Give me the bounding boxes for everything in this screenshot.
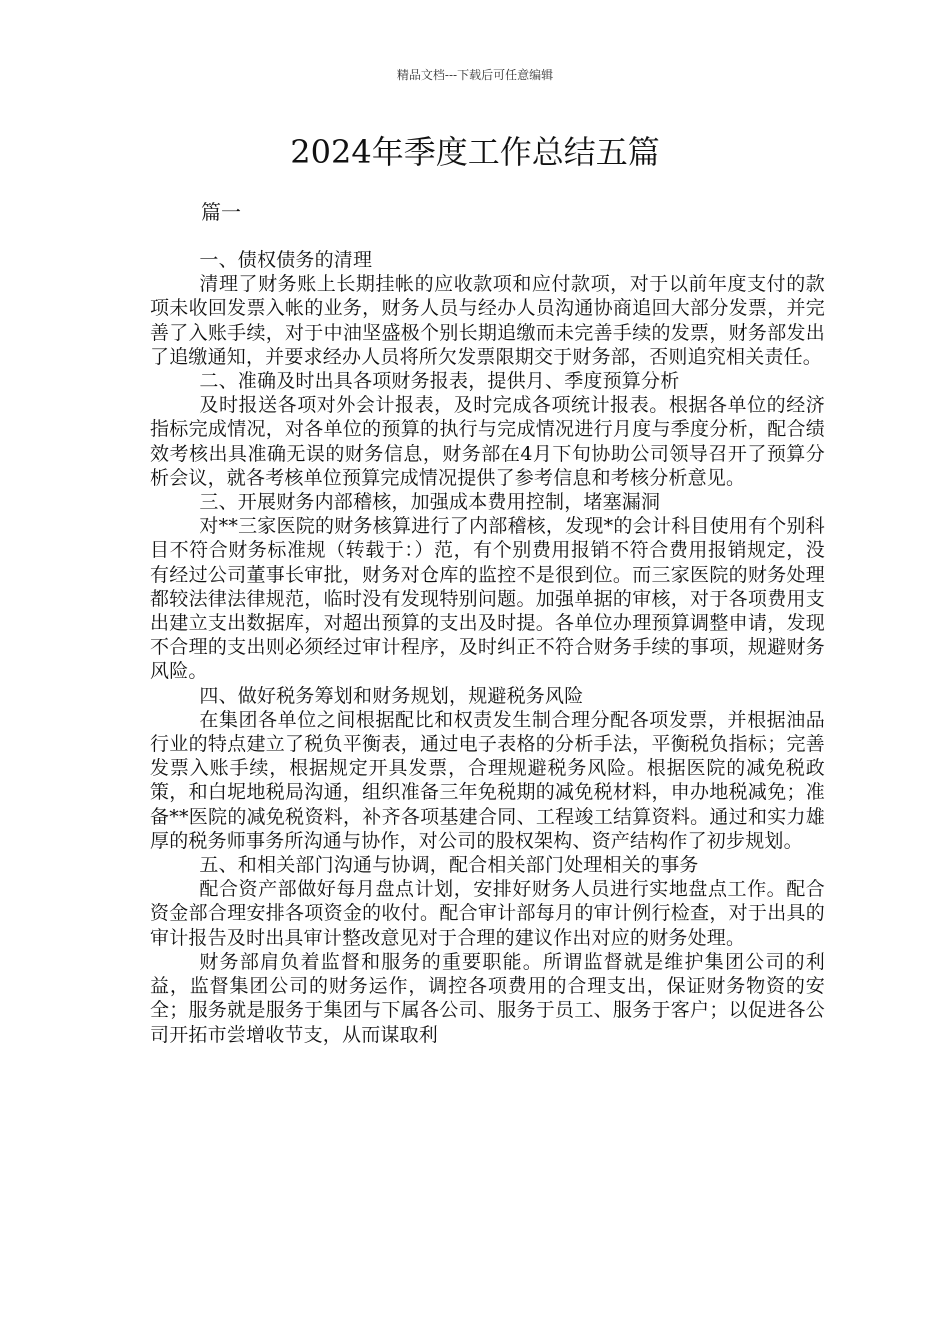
document-body	[150, 248, 825, 1047]
paragraph: 及时报送各项对外会计报表，及时完成各项统计报表。根据各单位的经济指标完成情况，对各单位的预算的执行与完成情况进行月度与季度分析，配合绩效考核出具准确无误的财务信息，财务部在4月下旬协助公司领导召开了预算分析会议，就各考核单位预算完成情况提供了参考信息和考核分析意见。	[150, 394, 825, 489]
section-label: 篇一	[201, 200, 241, 224]
paragraph: 清理了财务账上长期挂帐的应收款项和应付款项，对于以前年度支付的款项未收回发票入帐的业务，财务人员与经办人员沟通协商追回大部分发票，并完善了入账手续，对于中油坚盛极个别长期追缴而未完善手续的发票，财务部发出了追缴通知，并要求经办人员将所欠发票限期交于财务部，否则追究相关责任。	[150, 273, 825, 368]
document-title: 2024年季度工作总结五篇	[290, 133, 660, 171]
paragraph: 四、做好税务筹划和财务规划，规避税务风险	[199, 684, 584, 707]
paragraph: 一、债权债务的清理	[199, 249, 373, 271]
paragraph: 二、准确及时出具各项财务报表，提供月、季度预算分析	[199, 370, 680, 393]
paragraph: 三、开展财务内部稽核，加强成本费用控制，堵塞漏洞	[199, 491, 661, 514]
paragraph: 配合资产部做好每月盘点计划，安排好财务人员进行实地盘点工作。配合资金部合理安排各项资金的收付。配合审计部每月的审计例行检查，对于出具的审计报告及时出具审计整改意见对于合理的建议作出对应的财务处理。	[150, 878, 825, 949]
paragraph: 在集团各单位之间根据配比和权责发生制合理分配各项发票，并根据油品行业的特点建立了税负平衡表，通过电子表格的分析手法，平衡税负指标；完善发票入账手续，根据规定开具发票，合理规避税务风险。根据医院的减免税政策，和白坭地税局沟通，组织准备三年免税期的减免税材料，申办地税减免；准备**医院的减免税资料，补齐各项基建合同、工程竣工结算资料。通过和实力雄厚的税务师事务所沟通与协作，对公司的股权架构、资产结构作了初步规划。	[150, 708, 825, 852]
paragraph: 五、和相关部门沟通与协调，配合相关部门处理相关的事务	[199, 854, 699, 877]
paragraph: 对**三家医院的财务核算进行了内部稽核，发现*的会计科目使用有个别科目不符合财务标准规（转载于：）范，有个别费用报销不符合费用报销规定，没有经过公司董事长审批，财务对仓库的监控不是很到位。而三家医院的财务处理都较法律法律规范，临时没有发现特别问题。加强单据的审核，对于各项费用支出建立支出数据库，对超出预算的支出及时提。各单位办理预算调整申请，发现不合理的支出则必须经过审计程序，及时纠正不符合财务手续的事项，规避财务风险。	[150, 515, 825, 683]
paragraph: 财务部肩负着监督和服务的重要职能。所谓监督就是维护集团公司的利益，监督集团公司的财务运作，调控各项费用的合理支出，保证财务物资的安全；服务就是服务于集团与下属各公司、服务于员工、服务于客户；以促进各公司开拓市尝增收节支，从而谋取利	[150, 950, 825, 1046]
header-note: 精品文档---下载后可任意编辑	[396, 68, 554, 82]
